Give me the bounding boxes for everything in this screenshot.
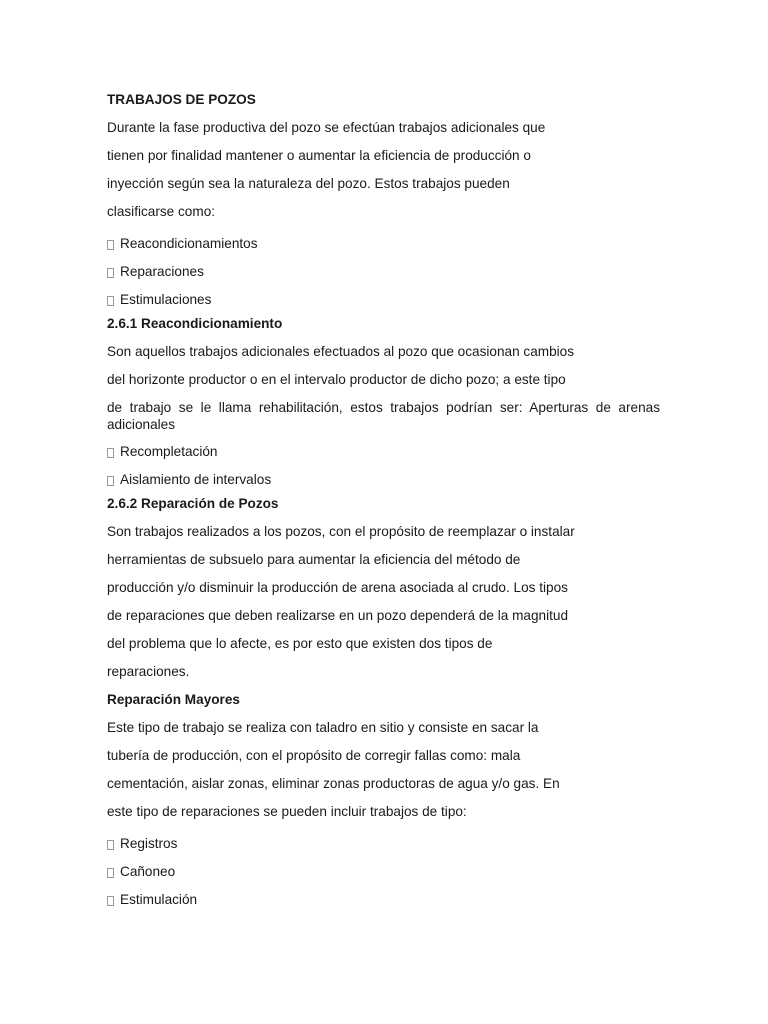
document-title: TRABAJOS DE POZOS: [107, 92, 256, 107]
bullet-box-icon: [107, 476, 114, 486]
intro-line-4: clasificarse como:: [107, 204, 216, 219]
list-item-label: Estimulación: [120, 892, 198, 907]
paragraph-line: reparaciones.: [107, 664, 190, 679]
bullet-box-icon: [107, 296, 114, 306]
bullet-box-icon: [107, 268, 114, 278]
paragraph-line: Son aquellos trabajos adicionales efectuados al pozo que ocasionan cambios: [107, 344, 575, 359]
paragraph-line: del horizonte productor o en el intervalo productor de dicho pozo; a este tipo: [107, 372, 566, 387]
list-item: [107, 438, 660, 466]
paragraph-line: tubería de producción, con el propósito de corregir fallas como: mala: [107, 748, 521, 763]
list-item: [107, 286, 660, 314]
bullet-box-icon: [107, 448, 114, 458]
bullet-box-icon: [107, 868, 114, 878]
paragraph-justified: de trabajo se le llama rehabilitación, estos trabajos podrían ser: Aperturas de arenas adicionales: [107, 400, 660, 432]
bullet-box-icon: [107, 240, 114, 250]
list-item-label: Reacondicionamientos: [120, 236, 258, 251]
intro-line-3: inyección según sea la naturaleza del pozo. Estos trabajos pueden: [107, 176, 510, 191]
paragraph-line: Son trabajos realizados a los pozos, con el propósito de reemplazar o instalar: [107, 524, 575, 539]
intro-line-2: tienen por finalidad mantener o aumentar la eficiencia de producción o: [107, 148, 531, 163]
list-item: [107, 258, 660, 286]
bullet-box-icon: [107, 840, 114, 850]
list-item: [107, 886, 660, 914]
list-item-label: Aislamiento de intervalos: [120, 472, 272, 487]
list-item: [107, 230, 660, 258]
list-item-label: Registros: [120, 836, 178, 851]
section-heading-reparacion-de-pozos: 2.6.2 Reparación de Pozos: [107, 496, 279, 511]
section-heading-reacondicionamiento: 2.6.1 Reacondicionamiento: [107, 316, 283, 331]
list-item-label: Estimulaciones: [120, 292, 212, 307]
list-item-label: Reparaciones: [120, 264, 204, 279]
list-item: [107, 830, 660, 858]
paragraph-line: Este tipo de trabajo se realiza con taladro en sitio y consiste en sacar la: [107, 720, 539, 735]
paragraph-line: este tipo de reparaciones se pueden incluir trabajos de tipo:: [107, 804, 467, 819]
paragraph-line: de reparaciones que deben realizarse en un pozo dependerá de la magnitud: [107, 608, 569, 623]
list-item: [107, 466, 660, 494]
list-item-label: Cañoneo: [120, 864, 176, 879]
section-heading-reparacion-mayores: Reparación Mayores: [107, 692, 240, 707]
paragraph-line: herramientas de subsuelo para aumentar la eficiencia del método de: [107, 552, 521, 567]
list-item: [107, 858, 660, 886]
paragraph-line: del problema que lo afecte, es por esto que existen dos tipos de: [107, 636, 493, 651]
paragraph-line: cementación, aislar zonas, eliminar zonas productoras de agua y/o gas. En: [107, 776, 560, 791]
intro-line-1: Durante la fase productiva del pozo se efectúan trabajos adicionales que: [107, 120, 546, 135]
list-item-label: Recompletación: [120, 444, 218, 459]
paragraph-line: producción y/o disminuir la producción de arena asociada al crudo. Los tipos: [107, 580, 568, 595]
bullet-box-icon: [107, 896, 114, 906]
document-page: [107, 90, 660, 914]
